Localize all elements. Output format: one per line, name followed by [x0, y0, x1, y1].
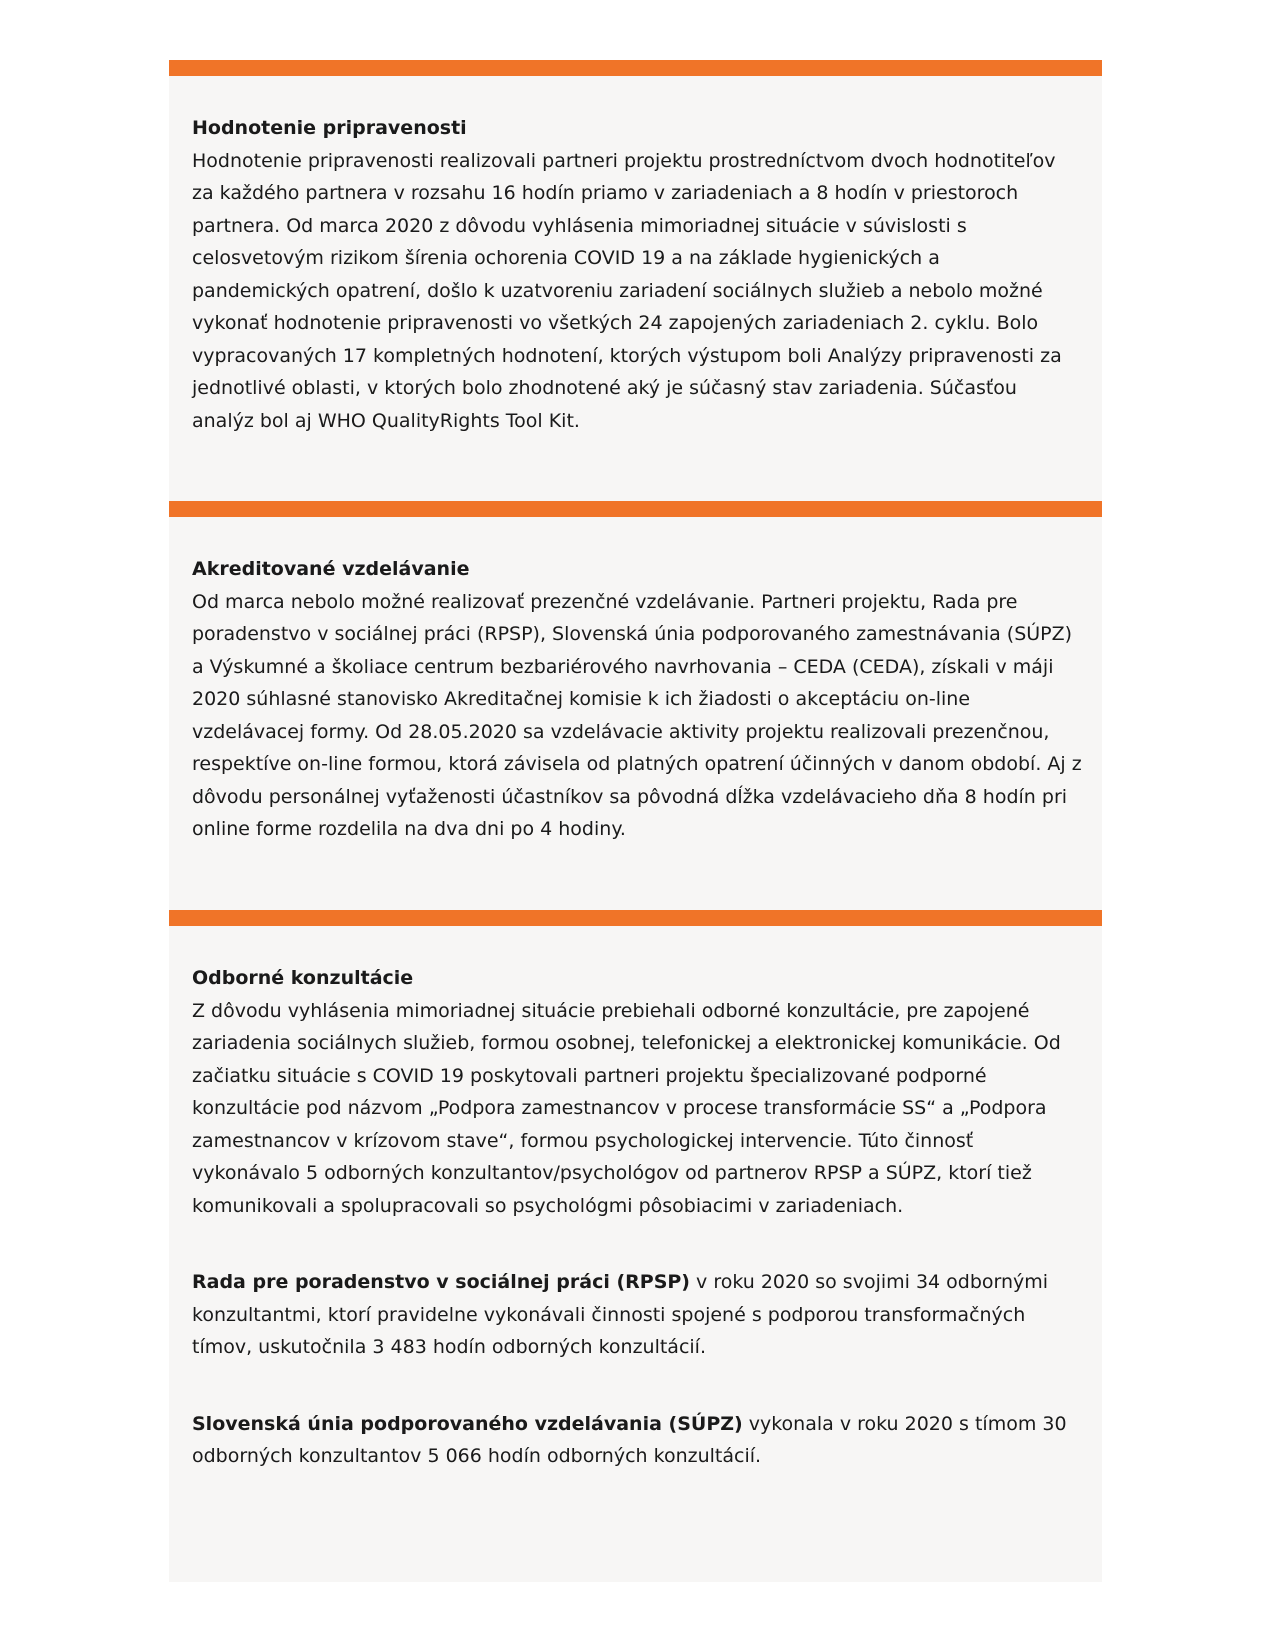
section-heading: Akreditované vzdelávanie: [192, 558, 470, 580]
section-content: [192, 962, 1082, 1473]
paragraph-bold-lead: Slovenská únia podporovaného vzdelávania (SÚPZ): [192, 1412, 743, 1435]
section-accent-bar: [169, 60, 1102, 76]
paragraph-bold-lead: Rada pre poradenstvo v sociálnej práci (RPSP): [192, 1271, 690, 1293]
section-heading: Odborné konzultácie: [192, 967, 414, 989]
paragraph-supz: [192, 1408, 1082, 1473]
section-accent-bar: [169, 501, 1102, 517]
section-body: Hodnotenie pripravenosti realizovali partneri projektu prostredníctvom dvoch hodnotiteľov za každého partnera v rozsahu 16 hodín priamo v zariadeniach a 8 hodín v priestoroch partnera. Od marca 2020 z dôvodu vyhlásenia mimoriadnej situácie v súvislosti s celosvetovým rizikom šírenia ochorenia COVID 19 a na základe hygienických a pandemických opatrení, došlo k uzatvoreniu zariadení sociálnych služieb a nebolo možné vykonať hodnotenie pripravenosti vo všetkých 24 zapojených zariadeniach 2. cyklu. Bolo vypracovaných 17 kompletných hodnotení, ktorých výstupom boli Analýzy pripravenosti za jednotlivé oblasti, v ktorých bolo zhodnotené aký je súčasný stav zariadenia. Súčasťou analýz bol aj WHO QualityRights Tool Kit.: [192, 149, 1062, 432]
section-accent-bar: [169, 910, 1102, 926]
section-odborne-konzultacie: [169, 910, 1102, 1582]
section-body: Od marca nebolo možné realizovať prezenčné vzdelávanie. Partneri projektu, Rada pre poradenstvo v sociálnej práci (RPSP), Slovenská únia podporovaného zamestnávania (SÚPZ) a Výskumné a školiace centrum bezbariérového navrhovania – CEDA (CEDA), získali v máji 2020 súhlasné stanovisko Akreditačnej komisie k ich žiadosti o akceptáciu on-line vzdelávacej formy. Od 28.05.2020 sa vzdelávacie aktivity projektu realizovali prezenčnou, respektíve on-line formou, ktorá závisela od platných opatrení účinných v danom období. Aj z dôvodu personálnej vyťaženosti účastníkov sa pôvodná dĺžka vzdelávacieho dňa 8 hodín pri online forme rozdelila na dva dni po 4 hodiny.: [192, 590, 1082, 840]
paragraph-text: v roku 2020 so svojimi 34 odbornými konzultantmi, ktorí pravidelne vykonávali činnosti spojené s podporou transformačných tímov, uskutočnila 3 483 hodín odborných konzultácií.: [192, 1271, 1049, 1358]
paragraph-text: vykonala v roku 2020 s tímom 30 odborných konzultantov 5 066 hodín odborných konzultácií.: [192, 1412, 1067, 1467]
section-content: [192, 112, 1082, 437]
section-body: Z dôvodu vyhlásenia mimoriadnej situácie prebiehali odborné konzultácie, pre zapojené zariadenia sociálnych služieb, formou osobnej, telefonickej a elektronickej komunikácie. Od začiatku situácie s COVID 19 poskytovali partneri projektu špecializované podporné konzultácie pod názvom „Podpora zamestnancov v procese transformácie SS“ a „Podpora zamestnancov v krízovom stave“, formou psychologickej intervencie. Túto činnosť vykonávalo 5 odborných konzultantov/psychológov od partnerov RPSP a SÚPZ, ktorí tiež komunikovali a spolupracovali so psychológmi pôsobiacimi v zariadeniach.: [192, 999, 1061, 1217]
section-content: [192, 553, 1082, 846]
section-hodnotenie-pripravenosti: [169, 60, 1102, 501]
section-heading: Hodnotenie pripravenosti: [192, 117, 467, 139]
section-akreditovane-vzdelavanie: [169, 501, 1102, 910]
paragraph-rpsp: [192, 1266, 1082, 1364]
